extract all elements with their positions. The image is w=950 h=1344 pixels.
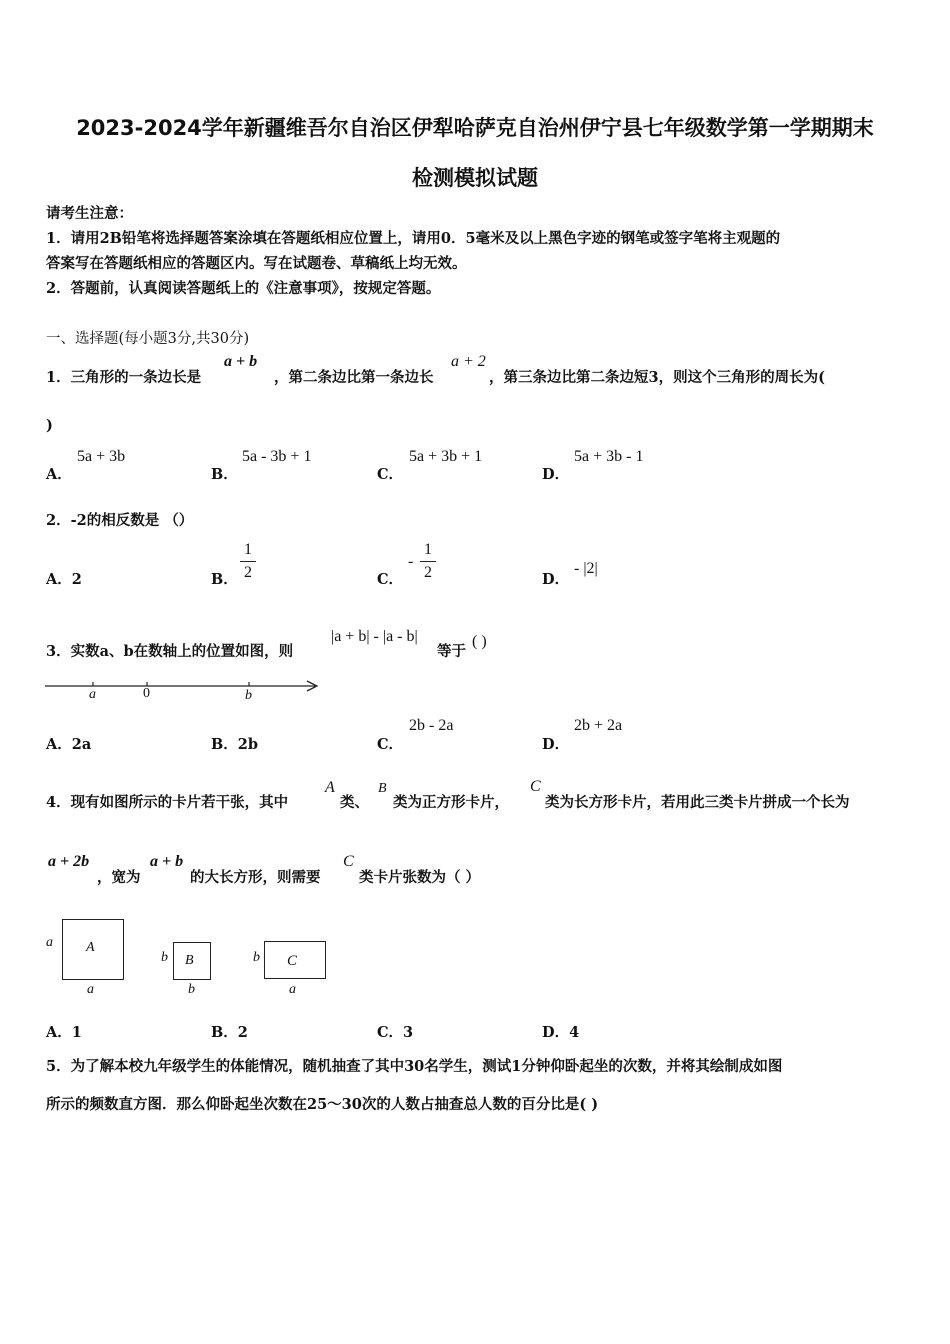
q5-text-2: 所示的频数直方图．那么仰卧起坐次数在25～30次的人数占抽查总人数的百分比是( ) xyxy=(46,1096,599,1113)
q2-option-b-label: B． xyxy=(211,571,238,588)
q1-expr-a-plus-b: a + b xyxy=(224,353,258,370)
q3-axis-label-b: b xyxy=(245,688,252,703)
q1-option-b: 5a - 3b + 1 xyxy=(242,448,312,465)
q4-text-4: 类为长方形卡片，若用此三类卡片拼成一个长为 xyxy=(545,794,850,811)
card-c-bottom-label: a xyxy=(289,982,296,997)
q4-letter-a: A xyxy=(325,779,335,796)
q1-option-c: 5a + 3b + 1 xyxy=(409,448,483,465)
q1-expr-a-plus-2: a + 2 xyxy=(451,353,486,370)
notice-line-1b: 答案写在答题纸相应的答题区内。写在试题卷、草稿纸上均无效。 xyxy=(46,255,467,272)
q3-option-d: 2b + 2a xyxy=(574,717,623,734)
q2-option-c-fraction xyxy=(420,541,436,582)
q3-text-2: 等于 xyxy=(437,643,466,660)
title-line-2: 检测模拟试题 xyxy=(412,166,538,190)
q3-axis-label-zero: 0 xyxy=(143,686,150,701)
q2-option-c-label: C． xyxy=(377,571,404,588)
q4-letter-c: C xyxy=(530,778,541,795)
q3-text-1: 3．实数a、b在数轴上的位置如图，则 xyxy=(46,643,294,660)
q2-question: 2．-2的相反数是 （） xyxy=(46,512,194,529)
q3-number-line xyxy=(40,676,330,708)
q4-length-expr: a + 2b xyxy=(48,853,90,870)
q4-letter-b: B xyxy=(378,781,387,796)
q5-text-1: 5．为了解本校九年级学生的体能情况，随机抽查了其中30名学生，测试1分钟仰卧起坐的次数，并将其绘制成如图 xyxy=(46,1058,783,1075)
q2-option-d: - |2| xyxy=(574,560,598,577)
q3-option-b: B．2b xyxy=(211,736,258,753)
card-a-bottom-label: a xyxy=(87,982,94,997)
notice-heading: 请考生注意： xyxy=(46,205,133,222)
q4-text-5: ，宽为 xyxy=(97,869,141,886)
q3-option-a: A．2a xyxy=(46,736,92,753)
q3-paren: ( ) xyxy=(472,633,487,650)
q2-b-numerator: 1 xyxy=(244,541,252,558)
q4-letter-c-2: C xyxy=(343,853,354,870)
q1-option-a-label: A． xyxy=(46,466,72,483)
q2-option-a: A．2 xyxy=(46,571,82,588)
section-heading: 一、选择题(每小题3分,共30分) xyxy=(46,331,250,347)
card-a-side-label: a xyxy=(46,935,53,950)
q1-text-3: ，第三条边比第二条边短3，则这个三角形的周长为( xyxy=(489,369,825,386)
q4-option-b: B．2 xyxy=(211,1024,248,1041)
notice-line-1: 1．请用2B铅笔将选择题答案涂填在答题纸相应位置上，请用0．5毫米及以上黑色字迹的钢笔或签字笔将主观题的 xyxy=(46,230,781,247)
q2-option-d-label: D． xyxy=(542,571,570,588)
title-line-1: 2023-2024学年新疆维吾尔自治区伊犁哈萨克自治州伊宁县七年级数学第一学期期末 xyxy=(76,116,874,140)
q3-expression: |a + b| - |a - b| xyxy=(331,628,418,645)
q4-option-c: C．3 xyxy=(377,1024,414,1041)
card-c-side-label: b xyxy=(253,950,260,965)
q1-option-c-label: C． xyxy=(377,466,404,483)
q2-c-numerator: 1 xyxy=(424,541,432,558)
q2-option-b-fraction xyxy=(240,541,256,582)
q4-option-d: D．4 xyxy=(542,1024,580,1041)
q4-text-7: 类卡片张数为（ ） xyxy=(359,869,481,886)
q3-option-c: 2b - 2a xyxy=(409,717,454,734)
q3-option-d-label: D． xyxy=(542,736,570,753)
card-b-bottom-label: b xyxy=(188,982,195,997)
q1-option-a: 5a + 3b xyxy=(77,448,126,465)
q4-text-2: 类、 xyxy=(340,794,369,811)
q1-text-4: ) xyxy=(46,417,53,434)
q4-text-1: 4．现有如图所示的卡片若干张，其中 xyxy=(46,794,289,811)
q4-option-a: A．1 xyxy=(46,1024,82,1041)
q4-width-expr: a + b xyxy=(150,853,184,870)
q1-option-d: 5a + 3b - 1 xyxy=(574,448,644,465)
q2-option-c-sign: - xyxy=(408,553,414,570)
q1-option-b-label: B． xyxy=(211,466,238,483)
notice-line-2: 2．答题前，认真阅读答题纸上的《注意事项》，按规定答题。 xyxy=(46,280,441,297)
q2-b-denominator: 2 xyxy=(244,564,252,581)
q3-option-c-label: C． xyxy=(377,736,404,753)
card-b-label: B xyxy=(185,953,194,968)
card-a-label: A xyxy=(86,940,95,955)
q1-option-d-label: D． xyxy=(542,466,570,483)
q1-text-1: 1．三角形的一条边长是 xyxy=(46,369,202,386)
q2-c-denominator: 2 xyxy=(424,564,432,581)
card-b-side-label: b xyxy=(161,950,168,965)
q1-text-2: ，第二条边比第一条边长 xyxy=(274,369,434,386)
q4-text-6: 的大长方形，则需要 xyxy=(190,869,321,886)
q4-text-3: 类为正方形卡片， xyxy=(393,794,509,811)
q3-axis-label-a: a xyxy=(89,687,96,702)
card-c-label: C xyxy=(287,953,298,969)
